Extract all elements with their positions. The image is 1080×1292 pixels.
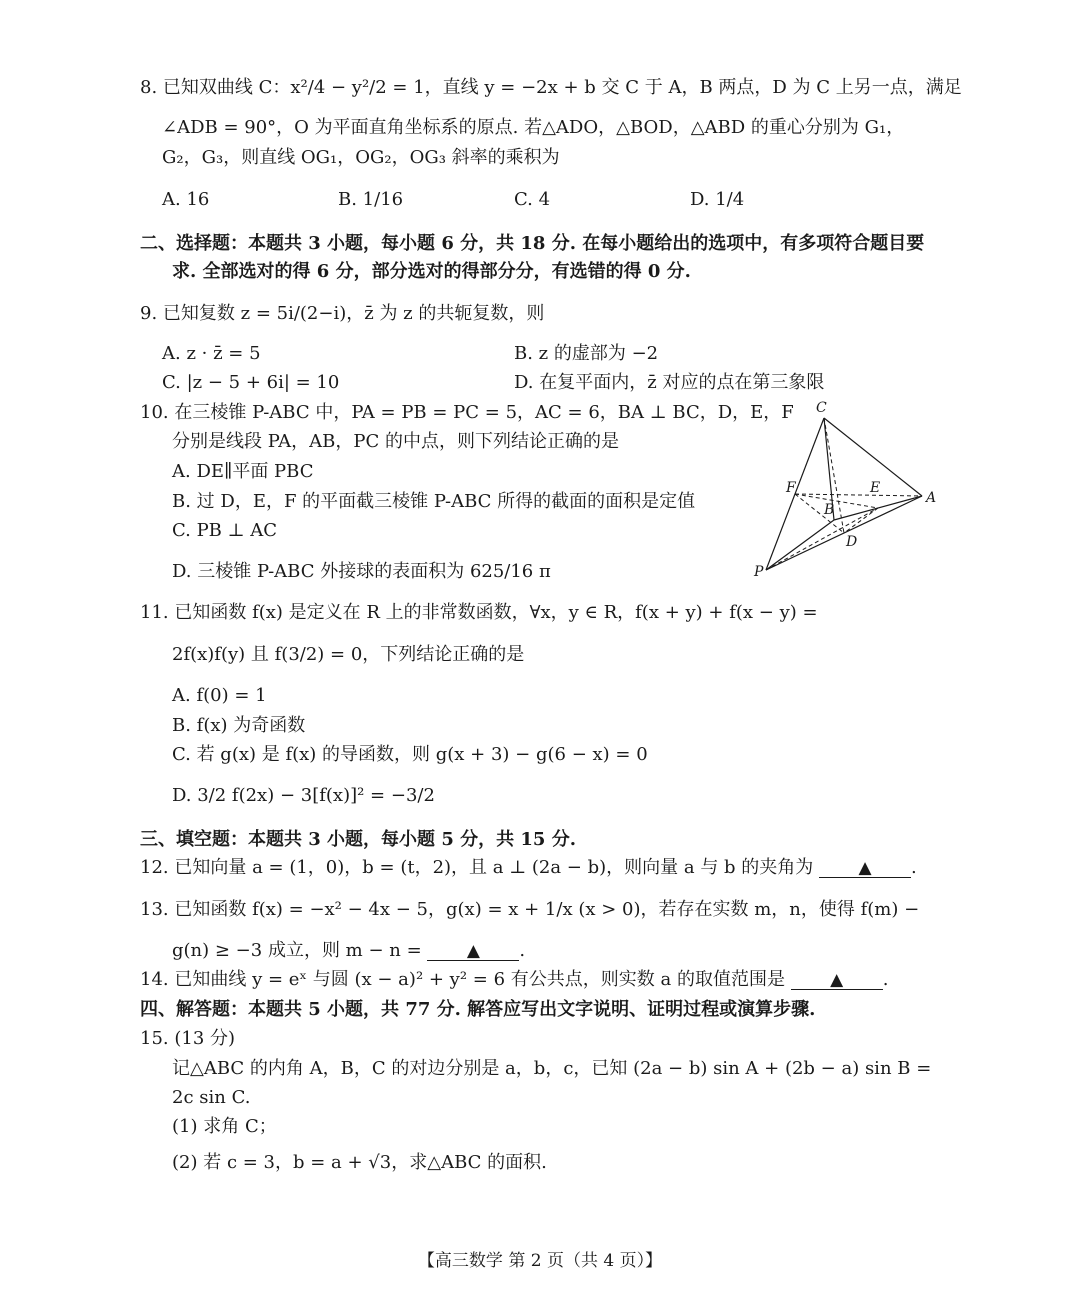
line-fe — [795, 494, 878, 508]
q15-line-2: 2c sin C. — [172, 1087, 251, 1108]
q8-option-d: D. 1/4 — [690, 189, 745, 210]
q11-option-b: B. f(x) 为奇函数 — [172, 715, 306, 736]
q10-line-1: 10. 在三棱锥 P-ABC 中，PA = PB = PC = 5，AC = 6，BA ⊥ BC，D，E，F — [140, 402, 794, 423]
q11-option-a: A. f(0) = 1 — [172, 685, 267, 706]
q14-period: . — [882, 969, 889, 990]
q14-answer-blank[interactable] — [791, 971, 883, 990]
q11-option-c: C. 若 g(x) 是 f(x) 的导函数，则 g(x + 3) − g(6 − x) = 0 — [172, 744, 648, 765]
q13-period: . — [519, 940, 526, 961]
q8-line-1: 8. 已知双曲线 C：x²/4 − y²/2 = 1，直线 y = −2x + b 交 C 于 A，B 两点，D 为 C 上另一点，满足 — [140, 77, 962, 98]
line-pe — [766, 508, 878, 570]
line-fa — [795, 494, 922, 496]
q15-head: 15. (13 分) — [140, 1028, 236, 1049]
q13-line-1: 13. 已知函数 f(x) = −x² − 4x − 5，g(x) = x + 1/x (x > 0)，若存在实数 m，n，使得 f(m) − — [140, 899, 920, 920]
q9-option-c: C. |z − 5 + 6i| = 10 — [162, 372, 340, 393]
section-4-heading: 四、解答题：本题共 5 小题，共 77 分. 解答应写出文字说明、证明过程或演算步骤. — [140, 999, 816, 1020]
triangle-icon: ▲ — [830, 970, 844, 990]
pyramid-figure — [752, 398, 948, 584]
q11-line-1: 11. 已知函数 f(x) 是定义在 R 上的非常数函数，∀x，y ∈ R，f(x + y) + f(x − y) = — [140, 602, 818, 623]
q9-option-d: D. 在复平面内，z̄ 对应的点在第三象限 — [514, 372, 825, 393]
q8-option-a: A. 16 — [162, 189, 210, 210]
triangle-icon: ▲ — [466, 941, 480, 961]
q12-period: . — [911, 857, 917, 878]
line-fd — [795, 494, 844, 533]
section-2-heading: 二、选择题：本题共 3 小题，每小题 6 分，共 18 分. 在每小题给出的选项中，有多项符合题目要 — [140, 233, 925, 254]
q14-text — [140, 968, 888, 992]
q12-stem: 12. 已知向量 a = (1，0)，b = (t，2)，且 a ⊥ (2a − b)，则向量 a 与 b 的夹角为 — [140, 857, 814, 878]
label-c: C — [816, 400, 827, 416]
label-f: F — [786, 480, 796, 496]
section-2-heading-cont: 求. 全部选对的得 6 分，部分选对的得部分分，有选错的得 0 分. — [172, 261, 691, 282]
q15-part-2: (2) 若 c = 3，b = a + √3，求△ABC 的面积. — [172, 1152, 547, 1173]
q8-option-c: C. 4 — [514, 189, 551, 210]
q11-line-2: 2f(x)f(y) 且 f(3/2) = 0，下列结论正确的是 — [172, 644, 525, 665]
page-footer: 【高三数学 第 2 页（共 4 页）】 — [417, 1251, 663, 1271]
q10-option-d: D. 三棱锥 P-ABC 外接球的表面积为 625/16 π — [172, 561, 551, 582]
q13-stem-cont: g(n) ≥ −3 成立，则 m − n = — [172, 940, 422, 961]
q15-line-1: 记△ABC 的内角 A，B，C 的对边分别是 a，b，c，已知 (2a − b) sin A + (2b − a) sin B = — [172, 1058, 932, 1079]
q14-stem: 14. 已知曲线 y = eˣ 与圆 (x − a)² + y² = 6 有公共点，则实数 a 的取值范围是 — [140, 969, 785, 990]
label-d: D — [846, 534, 858, 550]
label-e: E — [870, 480, 881, 496]
label-p: P — [754, 564, 764, 580]
q13-line-2 — [172, 939, 525, 963]
section-3-heading: 三、填空题：本题共 3 小题，每小题 5 分，共 15 分. — [140, 829, 576, 850]
label-a: A — [926, 490, 937, 506]
q10-option-c: C. PB ⊥ AC — [172, 520, 278, 541]
triangle-icon: ▲ — [858, 858, 872, 878]
q8-line-3: G₂，G₃，则直线 OG₁，OG₂，OG₃ 斜率的乘积为 — [162, 147, 560, 168]
q10-option-a: A. DE∥平面 PBC — [172, 461, 314, 482]
q15-part-1: (1) 求角 C； — [172, 1116, 277, 1137]
q9-option-b: B. z 的虚部为 −2 — [514, 343, 659, 364]
q8-line-2: ∠ADB = 90°，O 为平面直角坐标系的原点. 若△ADO，△BOD，△ABD 的重心分别为 G₁， — [162, 117, 905, 138]
q12-text — [140, 856, 917, 880]
q10-line-2: 分别是线段 PA，AB，PC 的中点，则下列结论正确的是 — [172, 431, 620, 452]
label-b: B — [824, 502, 835, 518]
edge-pb — [766, 520, 834, 570]
q9-stem: 9. 已知复数 z = 5i/(2−i)，z̄ 为 z 的共轭复数，则 — [140, 303, 545, 324]
q11-option-d: D. 3/2 f(2x) − 3[f(x)]² = −3/2 — [172, 785, 435, 806]
q9-option-a: A. z · z̄ = 5 — [162, 343, 261, 364]
q12-answer-blank[interactable] — [819, 859, 911, 878]
q13-answer-blank[interactable] — [427, 942, 519, 961]
q8-option-b: B. 1/16 — [338, 189, 404, 210]
line-ed — [844, 508, 878, 533]
q10-option-b: B. 过 D，E，F 的平面截三棱锥 P-ABC 所得的截面的面积是定值 — [172, 491, 696, 512]
